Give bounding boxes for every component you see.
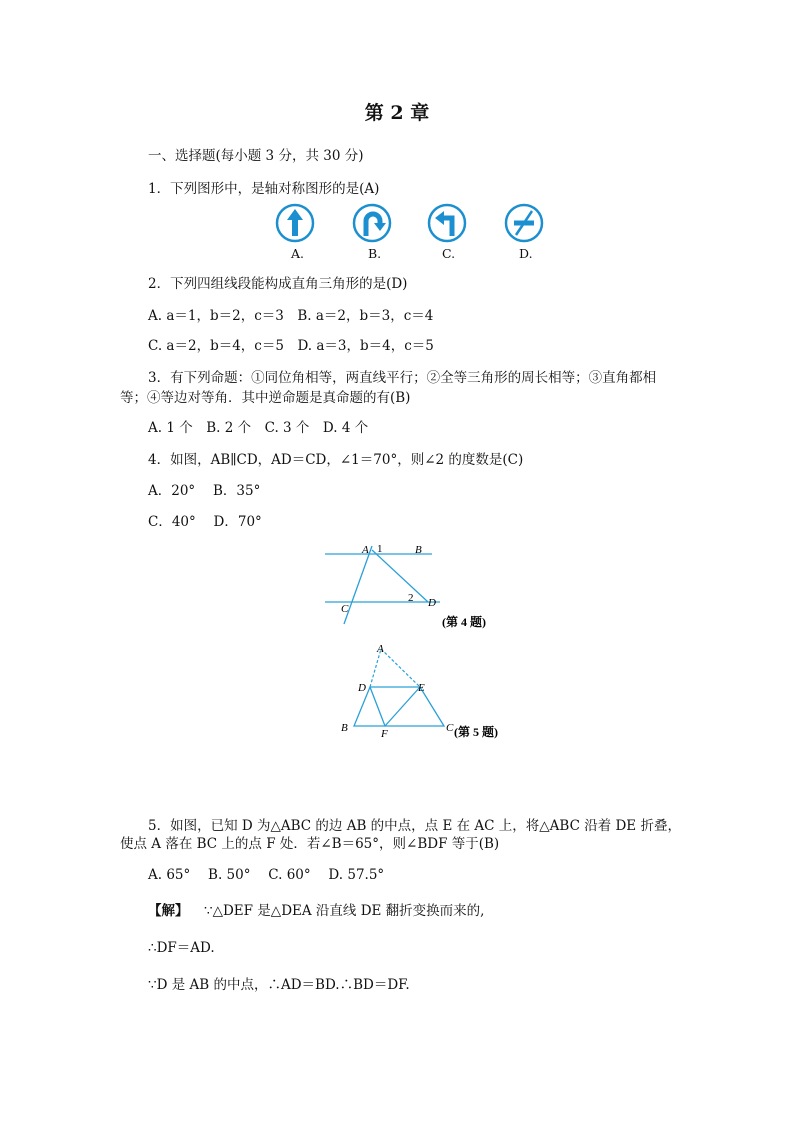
fig4-label-angle2: 2 [408, 592, 414, 604]
question-4-figure [320, 538, 500, 630]
fig5-label-d: D [358, 682, 366, 694]
arrow-up-icon [275, 203, 315, 243]
question-1-stem: 1．下列图形中，是轴对称图形的是(A) [148, 181, 380, 197]
solution-line-3: ∵D 是 AB 的中点，∴AD＝BD.∴BD＝DF. [148, 977, 410, 993]
solution-line-2: ∴DF＝AD. [148, 940, 215, 956]
option-b-label: B. [368, 246, 382, 261]
figure-4-caption: (第 4 题) [442, 615, 486, 629]
fig5-label-f: F [381, 728, 388, 740]
page-title: 第 2 章 [364, 102, 430, 124]
solution-tag: 【解】 [148, 903, 189, 919]
question-1-options [275, 203, 555, 263]
fig4-label-c: C [341, 603, 349, 615]
question-5-stem-line2: 使点 A 落在 BC 上的点 F 处．若∠B＝65°，则∠BDF 等于(B) [120, 836, 500, 852]
fig5-label-c: C [446, 722, 454, 734]
question-5-figure [336, 640, 516, 742]
question-2-options-line2: C. a＝2，b＝4，c＝5 D. a＝3，b＝4，c＝5 [148, 338, 434, 354]
fig4-label-d: D [428, 597, 436, 609]
question-2-options-line1: A. a＝1，b＝2，c＝3 B. a＝2，b＝3，c＝4 [148, 308, 434, 324]
fig4-label-a: A [362, 544, 369, 556]
option-a-label: A. [291, 246, 305, 261]
u-turn-icon [352, 203, 392, 243]
figure-5-caption: (第 5 题) [454, 725, 498, 739]
option-c-label: C. [442, 246, 456, 261]
question-4-stem: 4．如图，AB∥CD，AD＝CD，∠1＝70°，则∠2 的度数是(C) [148, 452, 524, 468]
question-3-options: A. 1 个 B. 2 个 C. 3 个 D. 4 个 [148, 420, 369, 436]
question-3-stem-line2: 等；④等边对等角．其中逆命题是真命题的有(B) [120, 390, 411, 406]
option-d-label: D. [519, 246, 533, 261]
question-5-options: A. 65° B. 50° C. 60° D. 57.5° [148, 867, 385, 883]
no-straight-icon [504, 203, 544, 243]
fig5-label-b: B [341, 722, 348, 734]
question-5-stem-line1: 5．如图，已知 D 为△ABC 的边 AB 的中点，点 E 在 AC 上，将△ABC 沿着 DE 折叠， [148, 818, 681, 834]
solution-line-1: ∵△DEF 是△DEA 沿直线 DE 翻折变换而来的, [204, 903, 485, 919]
question-4-options-line1: A．20° B．35° [148, 483, 261, 499]
question-3-stem-line1: 3．有下列命题：①同位角相等，两直线平行；②全等三角形的周长相等；③直角都相 [148, 370, 657, 386]
question-4-options-line2: C．40° D．70° [148, 514, 262, 530]
fig5-label-e: E [418, 682, 425, 694]
fig4-label-angle1: 1 [377, 543, 383, 555]
question-2-stem: 2．下列四组线段能构成直角三角形的是(D) [148, 276, 408, 292]
fig4-label-b: B [415, 544, 422, 556]
turn-left-icon [427, 203, 467, 243]
section-heading: 一、选择题(每小题 3 分，共 30 分) [148, 148, 364, 164]
fig5-label-a: A [377, 643, 384, 655]
